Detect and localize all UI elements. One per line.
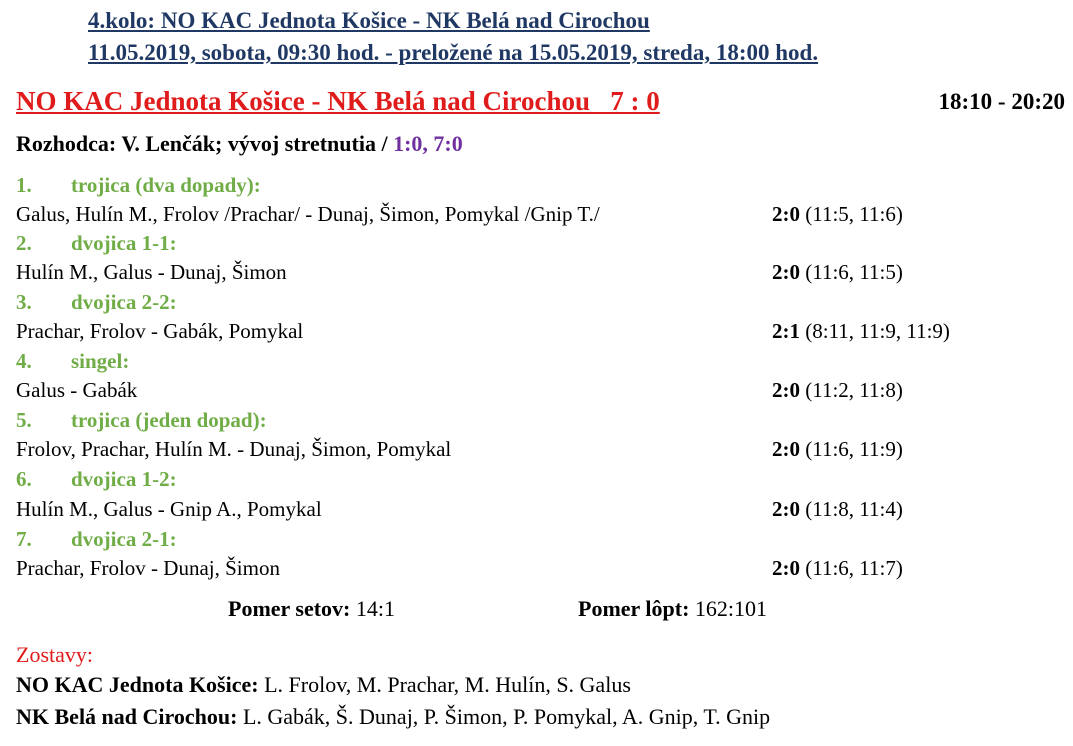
game-header [16,290,177,315]
game-result [772,202,903,227]
game-result [772,556,903,581]
home-team-players: L. Frolov, M. Prachar, M. Hulín, S. Galus [258,672,631,697]
game-score: 2:0 [772,437,800,461]
game-number: 6. [16,467,32,491]
game-result [772,378,903,403]
game-players: Prachar, Frolov - Dunaj, Šimon [16,556,280,580]
sets-ratio-label: Pomer setov: [228,596,351,621]
game-number: 1. [16,173,32,197]
game-players: Galus, Hulín M., Frolov /Prachar/ - Dunaj, Šimon, Pomykal /Gnip T./ [16,202,600,226]
game-result [772,497,903,522]
game-header [16,408,267,433]
game-type: dvojica 2-1: [71,527,177,551]
game-result [772,437,903,462]
game-score: 2:0 [772,497,800,521]
game-sets: (11:6, 11:7) [800,556,903,580]
match-progress: 1:0, 7:0 [393,131,463,156]
home-team-name: NO KAC Jednota Košice: [16,672,259,697]
away-team-players: L. Gabák, Š. Dunaj, P. Šimon, P. Pomykal, A. Gnip, T. Gnip [237,704,771,729]
game-sets: (8:11, 11:9, 11:9) [800,319,950,343]
game-result [772,260,903,285]
game-score: 2:0 [772,260,800,284]
balls-ratio-label: Pomer lôpt: [578,596,690,621]
lineups-label: Zostavy: [16,642,93,667]
game-type: dvojica 1-2: [71,467,177,491]
balls-ratio [578,596,767,622]
game-number: 3. [16,290,32,314]
home-lineup [16,672,631,698]
game-score: 2:0 [772,378,800,402]
sets-ratio-value: 14:1 [350,596,395,621]
game-number: 2. [16,231,32,255]
match-time: 18:10 - 20:20 [938,89,1065,114]
referee-label: Rozhodca: V. Lenčák; vývoj stretnutia / [16,131,394,156]
game-sets: (11:8, 11:4) [800,497,903,521]
round-header: 4.kolo: NO KAC Jednota Košice - NK Belá nad Cirochou [88,8,650,33]
game-type: dvojica 2-2: [71,290,177,314]
sets-ratio [228,596,395,622]
away-lineup [16,704,770,730]
away-team-name: NK Belá nad Cirochou: [16,704,238,729]
game-players: Hulín M., Galus - Gnip A., Pomykal [16,497,322,521]
date-header: 11.05.2019, sobota, 09:30 hod. - preložené na 15.05.2019, streda, 18:00 hod. [88,40,819,65]
game-sets: (11:6, 11:9) [800,437,903,461]
game-players: Galus - Gabák [16,378,138,402]
game-number: 5. [16,408,32,432]
game-score: 2:0 [772,202,800,226]
game-header [16,349,129,374]
game-result [772,319,950,344]
game-header [16,467,177,492]
game-type: dvojica 1-1: [71,231,177,255]
balls-ratio-value: 162:101 [689,596,768,621]
game-type: singel: [71,349,130,373]
game-type: trojica (jeden dopad): [71,408,267,432]
game-players: Hulín M., Galus - Dunaj, Šimon [16,260,287,284]
game-sets: (11:2, 11:8) [800,378,903,402]
game-score: 2:0 [772,556,800,580]
game-players: Frolov, Prachar, Hulín M. - Dunaj, Šimon, Pomykal [16,437,452,461]
game-header [16,231,177,256]
game-sets: (11:5, 11:6) [800,202,903,226]
referee-line [16,131,463,157]
game-type: trojica (dva dopady): [71,173,261,197]
game-header [16,173,261,198]
match-title: NO KAC Jednota Košice - NK Belá nad Cirochou 7 : 0 [16,86,660,116]
game-number: 4. [16,349,32,373]
game-header [16,527,177,552]
game-number: 7. [16,527,32,551]
game-sets: (11:6, 11:5) [800,260,903,284]
game-players: Prachar, Frolov - Gabák, Pomykal [16,319,304,343]
game-score: 2:1 [772,319,800,343]
